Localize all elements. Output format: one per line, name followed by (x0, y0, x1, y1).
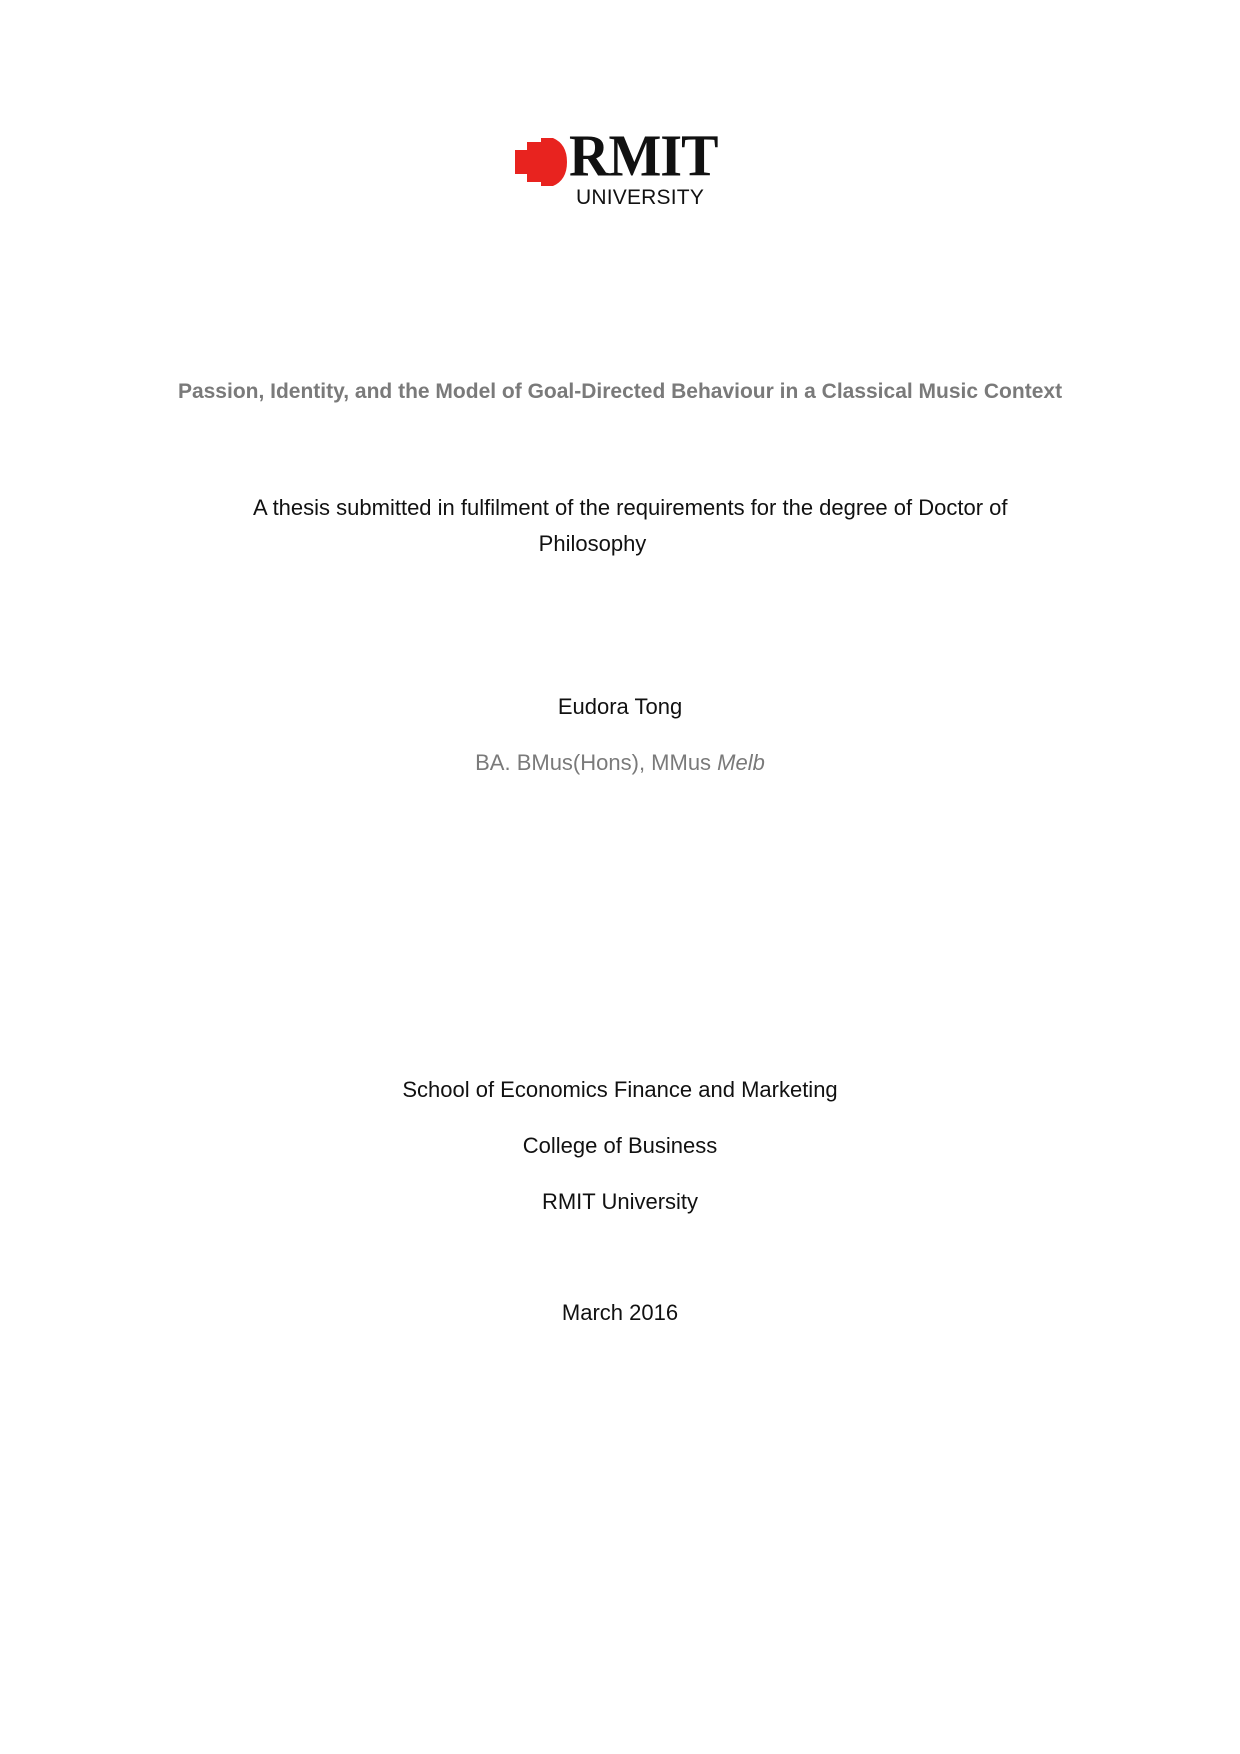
degrees-text: BA. BMus(Hons), MMus (475, 750, 718, 775)
rmit-university-subtext: UNIVERSITY (576, 186, 705, 209)
rmit-pixel-mark-icon (513, 136, 569, 188)
thesis-title: Passion, Identity, and the Model of Goal-Directed Behaviour in a Classical Music Context (177, 380, 1063, 403)
submission-date: March 2016 (561, 1300, 679, 1325)
rmit-wordmark: RMIT (569, 123, 718, 189)
submission-statement (245, 490, 1065, 562)
university-name: RMIT University (541, 1189, 699, 1214)
author-name: Eudora Tong (557, 694, 683, 719)
submission-line-1: A thesis submitted in fulfilment of the requirements for the degree of Doctor of (253, 495, 1008, 520)
rmit-logo (513, 123, 728, 213)
school-name: School of Economics Finance and Marketing (402, 1077, 838, 1102)
degrees-institution: Melb (717, 750, 765, 775)
submission-line-2: Philosophy (538, 531, 647, 556)
author-degrees (0, 750, 1240, 776)
college-name: College of Business (522, 1133, 718, 1158)
